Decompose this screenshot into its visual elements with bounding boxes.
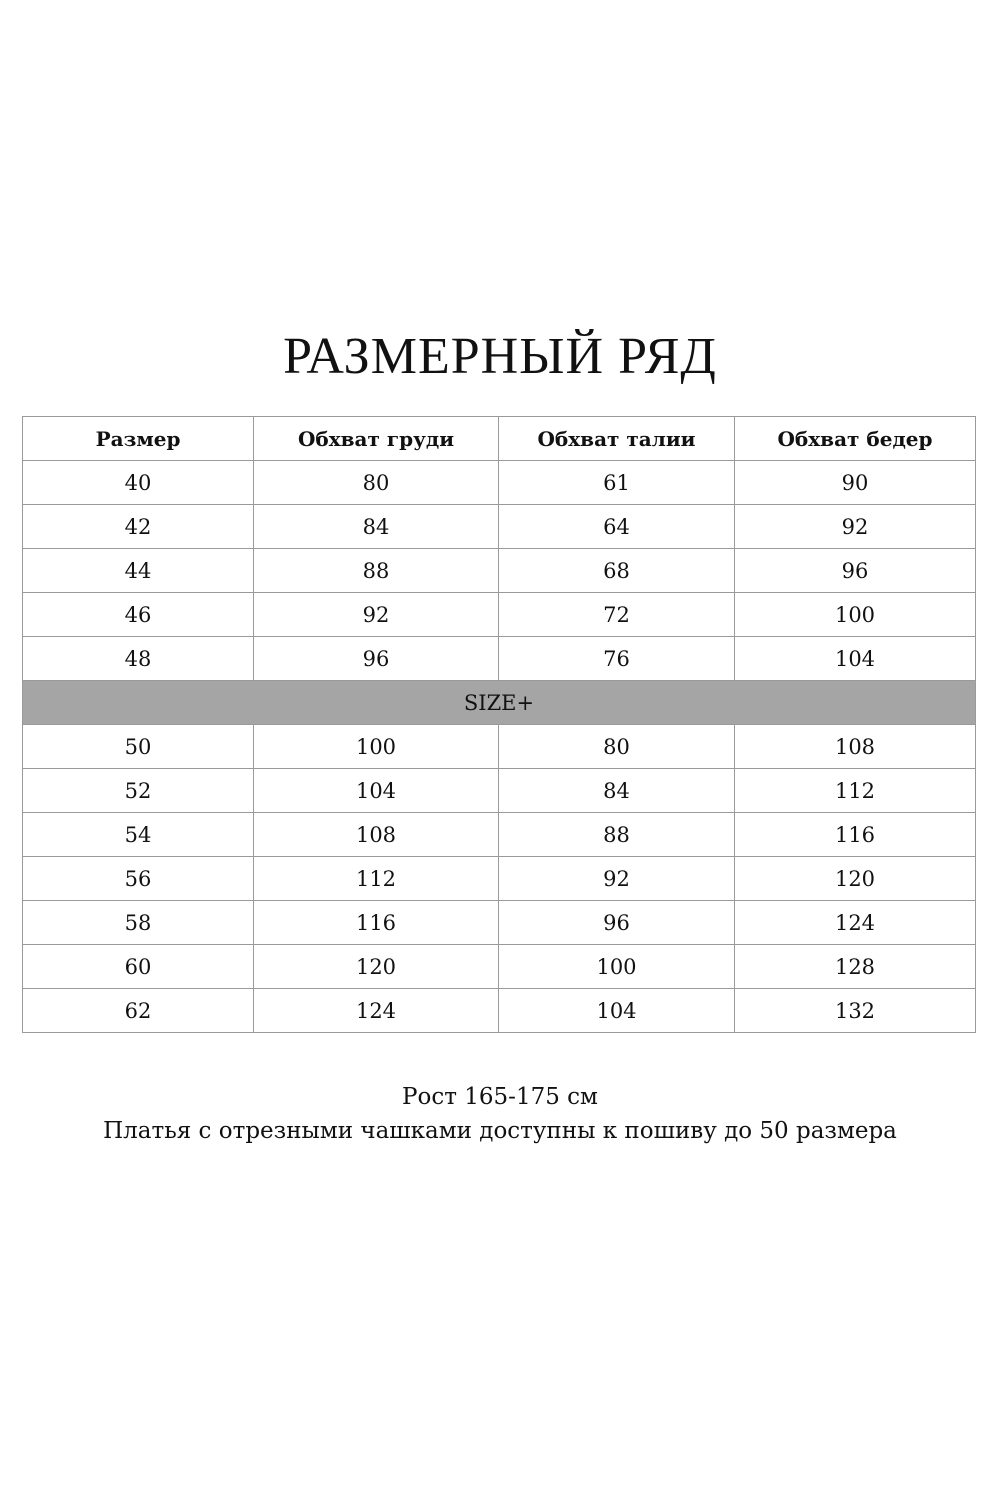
notes-block (0, 1080, 1000, 1148)
cell-waist: 76 (499, 637, 735, 681)
table-row (23, 857, 976, 901)
table-row (23, 505, 976, 549)
table-row (23, 901, 976, 945)
page-title: РАЗМЕРНЫЙ РЯД (283, 328, 717, 385)
cell-chest: 120 (254, 945, 499, 989)
cell-waist: 96 (499, 901, 735, 945)
cell-chest: 112 (254, 857, 499, 901)
cell-hips: 108 (735, 725, 976, 769)
cell-size: 46 (23, 593, 254, 637)
header-chest: Обхват груди (254, 417, 499, 461)
table-row (23, 593, 976, 637)
dresses-note: Платья с отрезными чашками доступны к пошиву до 50 размера (103, 1118, 897, 1144)
cell-hips: 92 (735, 505, 976, 549)
cell-size: 48 (23, 637, 254, 681)
cell-chest: 88 (254, 549, 499, 593)
cell-size: 42 (23, 505, 254, 549)
cell-waist: 84 (499, 769, 735, 813)
table-row (23, 945, 976, 989)
cell-chest: 100 (254, 725, 499, 769)
cell-chest: 116 (254, 901, 499, 945)
cell-size: 56 (23, 857, 254, 901)
table-header-row (23, 417, 976, 461)
header-size: Размер (23, 417, 254, 461)
cell-chest: 124 (254, 989, 499, 1033)
table-row (23, 989, 976, 1033)
header-hips: Обхват бедер (735, 417, 976, 461)
cell-hips: 116 (735, 813, 976, 857)
cell-chest: 92 (254, 593, 499, 637)
cell-waist: 68 (499, 549, 735, 593)
height-note: Рост 165-175 см (402, 1084, 598, 1110)
cell-hips: 96 (735, 549, 976, 593)
cell-size: 60 (23, 945, 254, 989)
cell-chest: 84 (254, 505, 499, 549)
cell-hips: 132 (735, 989, 976, 1033)
cell-hips: 104 (735, 637, 976, 681)
cell-hips: 112 (735, 769, 976, 813)
cell-waist: 104 (499, 989, 735, 1033)
table-row (23, 461, 976, 505)
cell-waist: 88 (499, 813, 735, 857)
size-plus-section-row (23, 681, 976, 725)
table-row (23, 769, 976, 813)
cell-size: 50 (23, 725, 254, 769)
cell-waist: 61 (499, 461, 735, 505)
cell-chest: 104 (254, 769, 499, 813)
table-row (23, 725, 976, 769)
table-row (23, 549, 976, 593)
table-row (23, 813, 976, 857)
header-waist: Обхват талии (499, 417, 735, 461)
cell-waist: 80 (499, 725, 735, 769)
cell-size: 58 (23, 901, 254, 945)
cell-chest: 108 (254, 813, 499, 857)
cell-chest: 80 (254, 461, 499, 505)
cell-waist: 92 (499, 857, 735, 901)
cell-waist: 64 (499, 505, 735, 549)
table-row (23, 637, 976, 681)
cell-size: 52 (23, 769, 254, 813)
cell-hips: 90 (735, 461, 976, 505)
cell-waist: 72 (499, 593, 735, 637)
size-plus-label: SIZE+ (23, 681, 976, 725)
cell-size: 54 (23, 813, 254, 857)
cell-hips: 128 (735, 945, 976, 989)
cell-chest: 96 (254, 637, 499, 681)
cell-hips: 120 (735, 857, 976, 901)
cell-hips: 100 (735, 593, 976, 637)
cell-size: 44 (23, 549, 254, 593)
cell-waist: 100 (499, 945, 735, 989)
cell-size: 40 (23, 461, 254, 505)
size-chart-table (22, 416, 976, 1033)
cell-hips: 124 (735, 901, 976, 945)
cell-size: 62 (23, 989, 254, 1033)
